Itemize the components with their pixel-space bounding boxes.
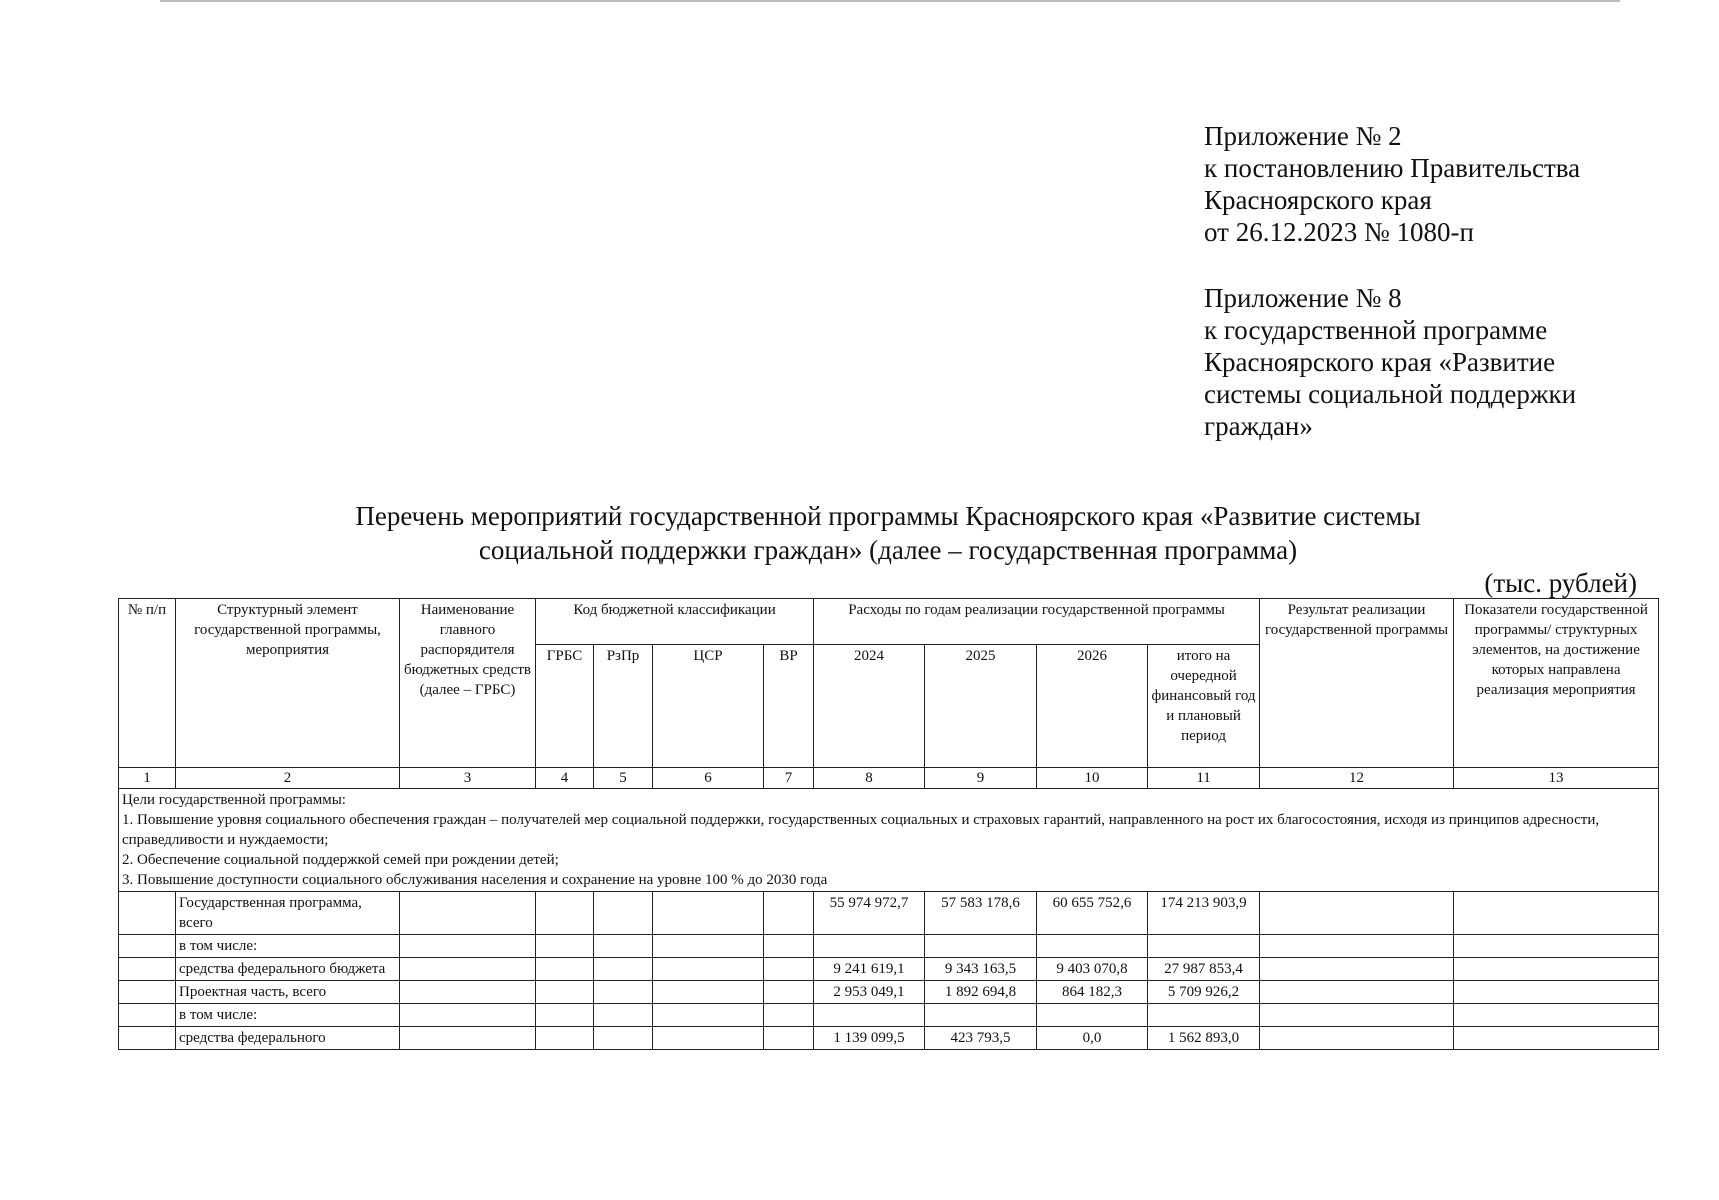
table-row (119, 1027, 1659, 1050)
column-number: 10 (1037, 768, 1148, 789)
column-number: 4 (536, 768, 594, 789)
row-2024: 9 241 619,1 (814, 958, 925, 981)
row-name: в том числе: (176, 935, 400, 958)
appendix-8-line: системы социальной поддержки (1204, 379, 1577, 409)
header-2024: 2024 (814, 645, 925, 768)
table-row (119, 892, 1659, 935)
header-vr: ВР (764, 645, 814, 768)
row-2026 (1037, 935, 1148, 958)
appendix-2-block (1204, 120, 1580, 248)
row-2025 (925, 935, 1037, 958)
table-row (119, 958, 1659, 981)
table-row (119, 935, 1659, 958)
row-name: Государственная программа, всего (176, 892, 400, 935)
row-2026: 9 403 070,8 (1037, 958, 1148, 981)
table-row (119, 1004, 1659, 1027)
row-total: 5 709 926,2 (1148, 981, 1260, 1004)
column-number: 11 (1148, 768, 1260, 789)
appendix-2-line: от 26.12.2023 № 1080-п (1204, 217, 1474, 247)
row-2024: 1 139 099,5 (814, 1027, 925, 1050)
row-2026: 60 655 752,6 (1037, 892, 1148, 935)
row-name: в том числе: (176, 1004, 400, 1027)
header-expenses: Расходы по годам реализации государственной программы (814, 599, 1260, 645)
row-2024: 55 974 972,7 (814, 892, 925, 935)
row-total: 1 562 893,0 (1148, 1027, 1260, 1050)
document-title (118, 499, 1658, 567)
header-budget-code: Код бюджетной классификации (536, 599, 814, 645)
header-csr: ЦСР (653, 645, 764, 768)
measures-table (118, 598, 1659, 1050)
column-number: 7 (764, 768, 814, 789)
row-name: Проектная часть, всего (176, 981, 400, 1004)
column-number: 8 (814, 768, 925, 789)
row-total (1148, 935, 1260, 958)
goals-row (119, 789, 1659, 892)
header-element: Структурный элемент государственной программы, мероприятия (176, 599, 400, 768)
goals-cell (119, 789, 1659, 892)
column-number-row (119, 768, 1659, 789)
units-label: (тыс. рублей) (1484, 568, 1637, 598)
appendix-8-line: граждан» (1204, 411, 1313, 441)
row-2026: 864 182,3 (1037, 981, 1148, 1004)
column-number: 13 (1454, 768, 1659, 789)
row-2026 (1037, 1004, 1148, 1027)
header-row-1 (119, 599, 1659, 645)
row-2025: 423 793,5 (925, 1027, 1037, 1050)
row-2025 (925, 1004, 1037, 1027)
appendix-8-line: Приложение № 8 (1204, 283, 1402, 313)
row-2025: 9 343 163,5 (925, 958, 1037, 981)
row-2025: 1 892 694,8 (925, 981, 1037, 1004)
appendix-8-line: Красноярского края «Развитие (1204, 347, 1556, 377)
document-title-line-2: социальной поддержки граждан» (далее – государственная программа) (478, 535, 1298, 565)
table-row (119, 981, 1659, 1004)
header-result: Результат реализации государственной программы (1260, 599, 1454, 768)
appendix-8-block (1204, 282, 1576, 442)
header-grbs-name: Наименование главного распорядителя бюджетных средств (далее – ГРБС) (400, 599, 536, 768)
header-2025: 2025 (925, 645, 1037, 768)
column-number: 9 (925, 768, 1037, 789)
column-number: 1 (119, 768, 176, 789)
row-name: средства федерального (176, 1027, 400, 1050)
goal-item: 3. Повышение доступности социального обслуживания населения и сохранение на уровне 100 % до 2030 года (122, 872, 828, 888)
goals-heading: Цели государственной программы: (122, 792, 346, 808)
document-title-line-1: Перечень мероприятий государственной программы Красноярского края «Развитие системы (355, 501, 1421, 531)
row-2026: 0,0 (1037, 1027, 1148, 1050)
row-2024 (814, 935, 925, 958)
header-rzpr: РзПр (594, 645, 653, 768)
goal-item: 1. Повышение уровня социального обеспечения граждан – получателей мер социальной поддержки, государственных социальных и страховых гарантий, направленного на рост их благосостояния, исходя из принципов адресности, справедливости и нуждаемости; (122, 812, 1600, 848)
column-number: 12 (1260, 768, 1454, 789)
goal-item: 2. Обеспечение социальной поддержкой семей при рождении детей; (122, 852, 559, 868)
column-number: 6 (653, 768, 764, 789)
row-total (1148, 1004, 1260, 1027)
row-name: средства федерального бюджета (176, 958, 400, 981)
row-2025: 57 583 178,6 (925, 892, 1037, 935)
row-total: 27 987 853,4 (1148, 958, 1260, 981)
column-number: 2 (176, 768, 400, 789)
appendix-2-line: Приложение № 2 (1204, 121, 1402, 151)
top-scan-rule (160, 0, 1620, 2)
header-total: итого на очередной финансовый год и плановый период (1148, 645, 1260, 768)
appendix-2-line: к постановлению Правительства (1204, 153, 1581, 183)
header-grbs: ГРБС (536, 645, 594, 768)
appendix-8-line: к государственной программе (1204, 315, 1548, 345)
appendix-2-line: Красноярского края (1204, 185, 1432, 215)
row-total: 174 213 903,9 (1148, 892, 1260, 935)
header-num: № п/п (119, 599, 176, 768)
column-number: 5 (594, 768, 653, 789)
header-indicators: Показатели государственной программы/ структурных элементов, на достижение которых направлена реализация мероприятия (1454, 599, 1659, 768)
row-2024 (814, 1004, 925, 1027)
row-2024: 2 953 049,1 (814, 981, 925, 1004)
column-number: 3 (400, 768, 536, 789)
header-2026: 2026 (1037, 645, 1148, 768)
